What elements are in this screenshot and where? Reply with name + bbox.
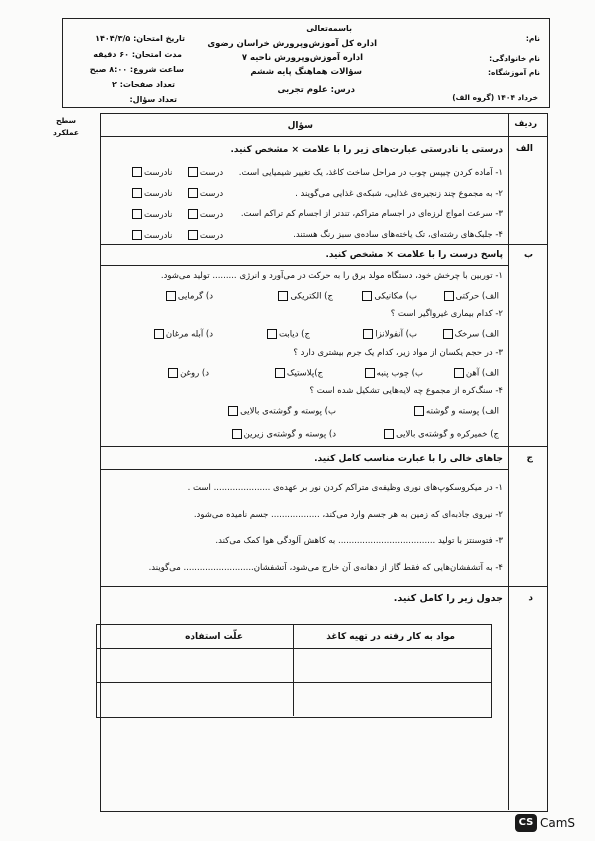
tf-options-3: [130, 209, 223, 220]
reason-cell-1[interactable]: [97, 649, 292, 681]
section-a-letter: الف: [515, 144, 533, 154]
q1-opt-c[interactable]: ج) الکتریکی: [276, 291, 333, 302]
false-option-1[interactable]: نادرست: [130, 168, 172, 178]
section-b-title: پاسخ درست را با علامت × مشخص کنید.: [325, 250, 503, 260]
q2-opt-c[interactable]: ج) دیابت: [265, 329, 310, 340]
q2-opt-d-checkbox[interactable]: [154, 329, 164, 339]
true-checkbox-3[interactable]: [188, 209, 198, 219]
q4-opt-d[interactable]: د) پوسته و گوشته‌ی زیرین: [230, 429, 336, 440]
section-a-item-4: ۴- جلبک‌های رشته‌ای، تک یاخته‌های ساده‌ی سبز رنگ هستند.: [293, 230, 503, 240]
tf-options-2: [130, 188, 223, 199]
section-a-bottom: [100, 244, 547, 245]
reason-cell-2[interactable]: [97, 683, 292, 715]
exam-date: تاریخ امتحان: ۱۴۰۴/۳/۵: [95, 34, 185, 43]
false-checkbox-4[interactable]: [132, 230, 142, 240]
q4-opt-a-checkbox[interactable]: [414, 406, 424, 416]
true-checkbox-1[interactable]: [188, 167, 198, 177]
question-count: تعداد سؤال:: [129, 95, 177, 104]
section-d-letter: د: [528, 593, 533, 603]
org-line-1: اداره کل آموزش‌وپرورش خراسان رضوی: [207, 39, 377, 49]
section-c-title: جاهای خالی را با عبارت مناسب کامل کنید.: [314, 454, 503, 464]
tf-options-1: [130, 167, 223, 178]
q3-opt-d-checkbox[interactable]: [168, 368, 178, 378]
q1-opt-b-checkbox[interactable]: [362, 291, 372, 301]
q4-opt-d-checkbox[interactable]: [232, 429, 242, 439]
q3-opt-c[interactable]: ج)پلاستیک: [273, 368, 323, 379]
q2-opt-b[interactable]: ب) آنفولانزا: [361, 329, 417, 340]
q1-opt-d[interactable]: د) گرمایی: [164, 291, 213, 302]
false-option-4[interactable]: نادرست: [130, 231, 172, 241]
header-row-divider: [100, 136, 547, 137]
question-column-header: سؤال: [287, 121, 313, 131]
section-c-item-2: ۲- نیروی جاذبه‌ای که زمین به هر جسم وارد می‌کند، .................. جسم نامیده می‌شود.: [193, 510, 503, 520]
exam-session: خرداد ۱۴۰۴ (گروه الف): [452, 93, 538, 102]
materials-cell-2[interactable]: [294, 683, 490, 715]
q1-opt-d-checkbox[interactable]: [166, 291, 176, 301]
section-c-title-line: [100, 469, 508, 470]
q3-opt-b[interactable]: ب) چوب پنبه: [363, 368, 423, 379]
false-checkbox-1[interactable]: [132, 167, 142, 177]
true-option-2[interactable]: درست: [186, 189, 223, 199]
section-c-item-1: ۱- در میکروسکوپ‌های نوری وظیفه‌ی متراکم کردن نور بر عهده‌ی ..................... است .: [187, 483, 503, 493]
q1-opt-a-checkbox[interactable]: [444, 291, 454, 301]
q3-opt-d[interactable]: د) روغن: [166, 368, 209, 379]
q3-opt-a-checkbox[interactable]: [454, 368, 464, 378]
false-checkbox-3[interactable]: [132, 209, 142, 219]
true-option-4[interactable]: درست: [186, 231, 223, 241]
page-count: تعداد صفحات: ۲: [112, 80, 175, 89]
section-c-letter: ج: [526, 453, 533, 463]
section-b-q3: ۳- در حجم یکسان از مواد زیر، کدام یک جرم بیشتری دارد ؟: [293, 348, 503, 358]
section-d-title: جدول زیر را کامل کنید.: [393, 593, 503, 604]
subject: درس: علوم تجربی: [277, 85, 355, 95]
bismillah: باسمه‌تعالی: [306, 24, 352, 33]
section-b-q4: ۴- سنگ‌کره از مجموع چه لایه‌هایی تشکیل شده است ؟: [309, 386, 503, 396]
false-option-2[interactable]: نادرست: [130, 189, 172, 199]
section-b-title-line: [100, 265, 508, 266]
camscanner-text: CamS: [540, 816, 576, 830]
q4-opt-c-checkbox[interactable]: [384, 429, 394, 439]
true-option-3[interactable]: درست: [186, 210, 223, 220]
exam-title: سؤالات هماهنگ پایه ششم: [250, 67, 362, 77]
school-name: نام آموزشگاه:: [488, 68, 540, 77]
level-column-header: سطح عملکرد: [52, 116, 80, 137]
row-col-divider: [508, 113, 509, 810]
exam-duration: مدت امتحان: ۶۰ دقیقه: [93, 50, 182, 59]
row-column-header: ردیف: [514, 119, 537, 129]
q2-opt-d[interactable]: د) آبله مرغان: [152, 329, 213, 340]
student-name: نام:: [525, 34, 540, 43]
q4-opt-c[interactable]: ج) خمیرکره و گوشته‌ی بالایی: [382, 429, 499, 440]
true-option-1[interactable]: درست: [186, 168, 223, 178]
q2-opt-c-checkbox[interactable]: [267, 329, 277, 339]
materials-cell-1[interactable]: [294, 649, 490, 681]
section-c-item-3: ۳- فتوسنتز با تولید .................................... به کاهش آلودگی هوا کمک می‌کند.: [215, 536, 503, 546]
section-b-q2: ۲- کدام بیماری غیرواگیر است ؟: [390, 309, 503, 319]
org-line-2: اداره آموزش‌وپرورش ناحیه ۷: [241, 53, 363, 63]
q1-opt-b[interactable]: ب) مکانیکی: [360, 291, 417, 302]
q4-opt-b-checkbox[interactable]: [228, 406, 238, 416]
q2-opt-a-checkbox[interactable]: [443, 329, 453, 339]
tf-options-4: [130, 230, 223, 241]
q4-opt-a[interactable]: الف) پوسته و گوشته: [412, 406, 499, 417]
q2-opt-a[interactable]: الف) سرخک: [441, 329, 499, 340]
section-b-letter: ب: [523, 250, 533, 260]
q3-opt-c-checkbox[interactable]: [275, 368, 285, 378]
q3-opt-a[interactable]: الف) آهن: [452, 368, 499, 379]
section-a-item-3: ۳- سرعت امواج لرزه‌ای در اجسام متراکم، تندتر از اجسام کم تراکم است.: [240, 209, 503, 219]
false-checkbox-2[interactable]: [132, 188, 142, 198]
section-a-item-2: ۲- به مجموع چند زنجیره‌ی غذایی، شبکه‌ی غذایی می‌گویند .: [295, 189, 503, 199]
q1-opt-a[interactable]: الف) حرکتی: [442, 291, 499, 302]
section-c-bottom: [100, 586, 547, 587]
true-checkbox-2[interactable]: [188, 188, 198, 198]
q3-opt-b-checkbox[interactable]: [365, 368, 375, 378]
section-b-bottom: [100, 446, 547, 447]
student-family: نام خانوادگی:: [489, 54, 540, 63]
section-a-item-1: ۱- آماده کردن چیپس چوب در مراحل ساخت کاغذ، یک تغییر شیمیایی است.: [238, 168, 503, 178]
camscanner-logo: CS: [515, 814, 537, 832]
q2-opt-b-checkbox[interactable]: [363, 329, 373, 339]
reason-column-header: علّت استفاده: [185, 632, 243, 642]
false-option-3[interactable]: نادرست: [130, 210, 172, 220]
section-a-title: درستی یا نادرستی عبارت‌های زیر را با علامت × مشخص کنید.: [230, 145, 503, 155]
section-b-q1: ۱- توربین با چرخش خود، دستگاه مولد برق را به حرکت در می‌آورد و انرژی ......... تولید می‌شود.: [160, 271, 503, 281]
q4-opt-b[interactable]: ب) پوسته و گوشته‌ی بالایی: [226, 406, 336, 417]
materials-column-header: مواد به کار رفته در تهیه کاغذ: [326, 632, 455, 642]
start-time: ساعت شروع: ۸:۰۰ صبح: [89, 65, 184, 74]
q1-opt-c-checkbox[interactable]: [278, 291, 288, 301]
section-c-item-4: ۴- به آتشفشان‌هایی که فقط گاز از دهانه‌ی آن خارج می‌شود، آتشفشان.......................... می‌گویند.: [148, 563, 503, 573]
true-checkbox-4[interactable]: [188, 230, 198, 240]
